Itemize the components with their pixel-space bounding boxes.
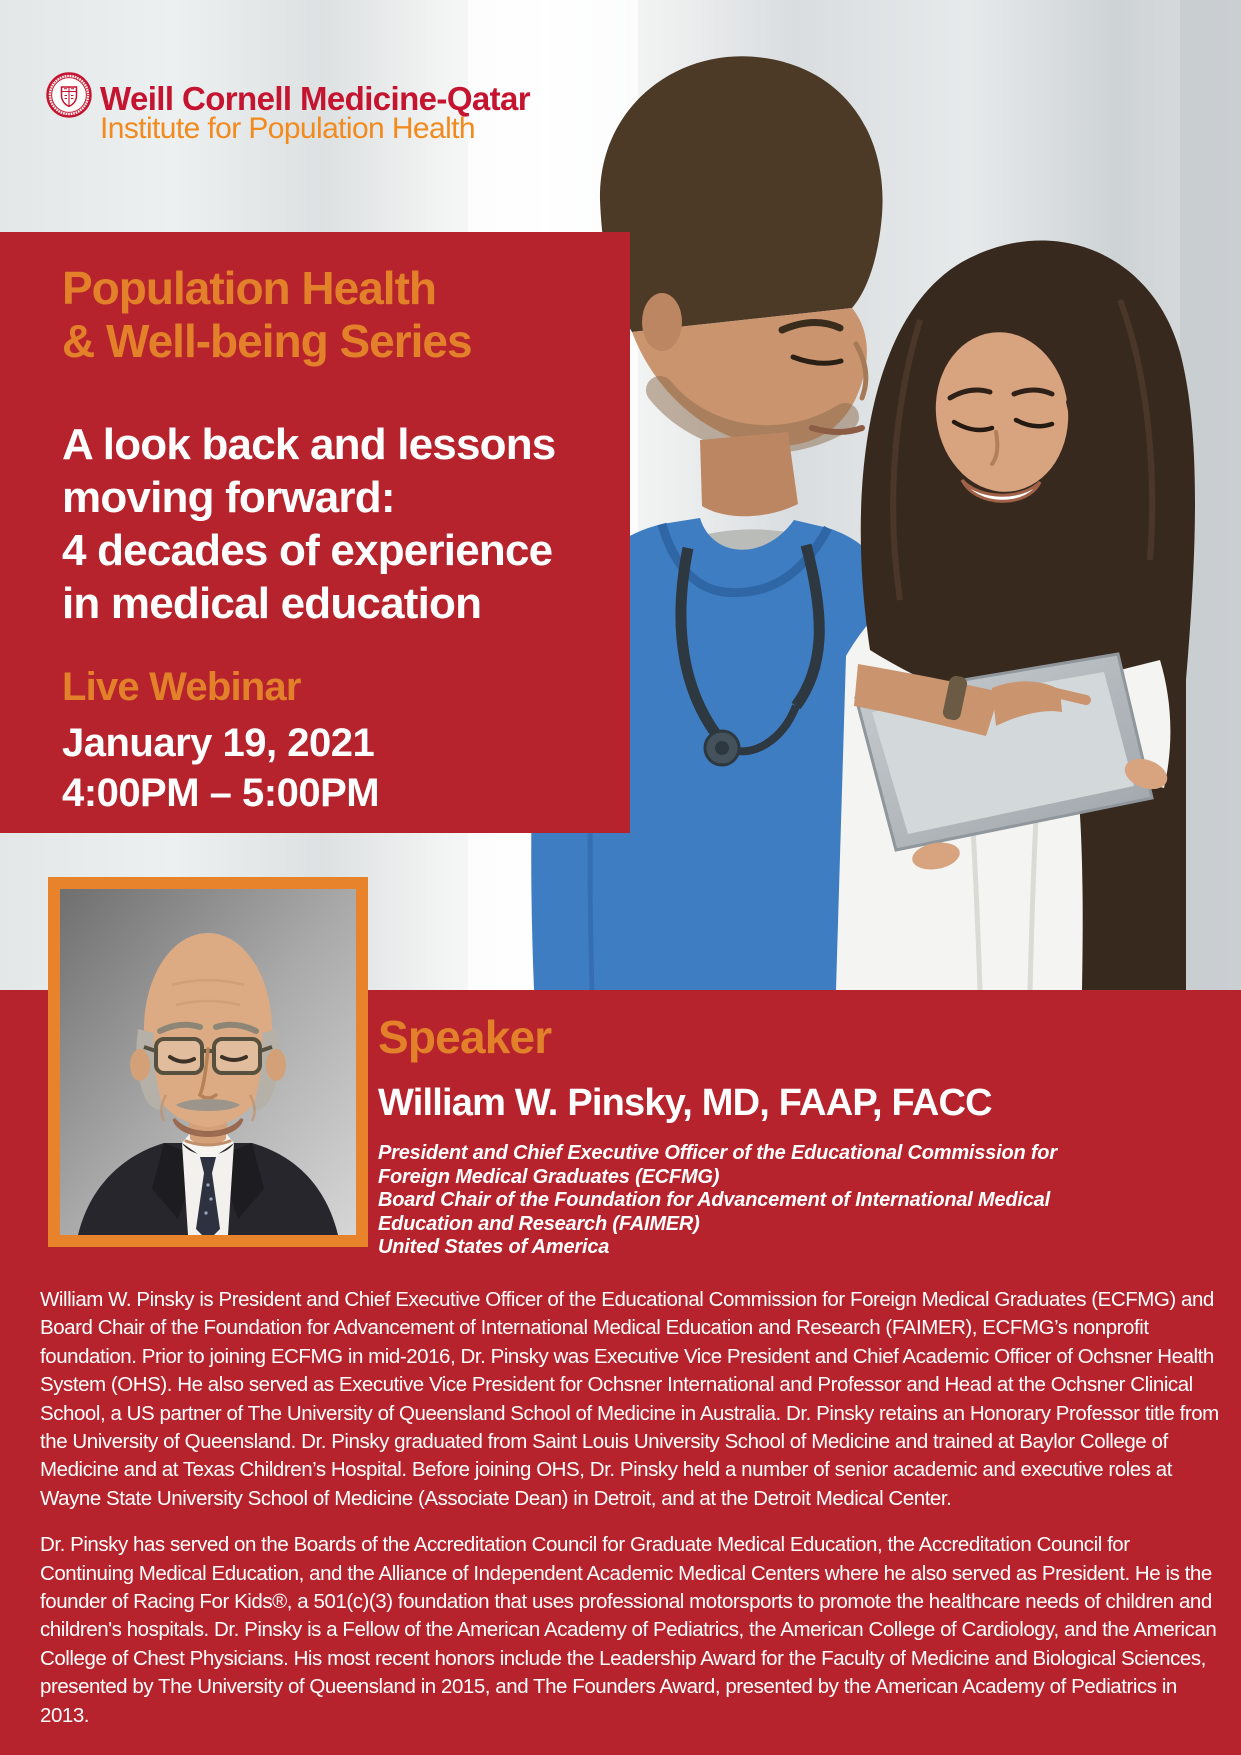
talk-title <box>62 418 555 630</box>
doctor-female-figure <box>836 240 1195 990</box>
speaker-portrait-photo <box>60 889 356 1235</box>
talk-title-line: moving forward: <box>62 473 395 522</box>
event-panel <box>0 232 630 833</box>
speaker-name: William W. Pinsky, MD, FAAP, FACC <box>378 1082 992 1124</box>
speaker-credential-line: Board Chair of the Foundation for Advancement of International Medical <box>378 1189 1050 1211</box>
logo <box>46 66 666 166</box>
event-date: January 19, 2021 <box>62 721 375 765</box>
speaker-credentials <box>378 1142 1057 1260</box>
speaker-credential-line: United States of America <box>378 1236 610 1258</box>
series-title-line: Population Health <box>62 262 436 314</box>
series-title <box>62 262 472 368</box>
speaker-credential-line: Education and Research (FAIMER) <box>378 1212 700 1235</box>
event-time: 4:00PM – 5:00PM <box>62 771 380 815</box>
series-title-line: & Well-being Series <box>62 315 472 367</box>
speaker-photo-frame <box>48 877 368 1247</box>
logo-title: Weill Cornell Medicine-Qatar <box>100 80 531 117</box>
bio-paragraph: Dr. Pinsky has served on the Boards of the Accreditation Council for Graduate Medical Education, the Accreditation Council for Continuing Medical Education, and the Alliance of Independent Academic Medical Centers where he also served as President. He is the founder of Racing For Kids®, a 501(c)(3) foundation that uses professional motorsports to promote the healthcare needs of children and children's hospitals. Dr. Pinsky is a Fellow of the American Academy of Pediatrics, the American College of Cardiology, and the American College of Chest Physicians. His most recent honors include the Leadership Award for the Faculty of Medicine and Biological Sciences, presented by The University of Queensland in 2015, and The Founders Award, presented by the American Academy of Pediatrics in 2013. <box>40 1533 1217 1727</box>
bio-paragraph: William W. Pinsky is President and Chief Executive Officer of the Educational Commission for Foreign Medical Graduates (ECFMG) and Board Chair of the Foundation for Advancement of International Medical Education and Research (FAIMER), ECFMG’s nonprofit foundation. Prior to joining ECFMG in mid-2016, Dr. Pinsky was Executive Vice President and Chief Academic Officer of Ochsner Health System (OHS). He also served as Executive Vice President for Ochsner International and Professor and Head at the Ochsner Clinical School, a US partner of The University of Queensland School of Medicine in Australia. Dr. Pinsky retains an Honorary Professor title from the University of Queensland. Dr. Pinsky graduated from Saint Louis University School of Medicine and trained at Baylor College of Medicine and at Texas Children’s Hospital. Before joining OHS, Dr. Pinsky held a number of senior academic and executive roles at Wayne State University School of Medicine (Associate Dean) in Detroit, and at the Detroit Medical Center. <box>40 1288 1219 1510</box>
talk-title-line: in medical education <box>62 579 482 628</box>
speaker-credential-line: President and Chief Executive Officer of the Educational Commission for <box>378 1142 1057 1164</box>
speaker-bio <box>40 1286 1220 1748</box>
speaker-credential-line: Foreign Medical Graduates (ECFMG) <box>378 1165 720 1188</box>
talk-title-line: 4 decades of experience <box>62 526 553 575</box>
event-datetime <box>62 718 379 818</box>
wcm-crest-icon <box>46 72 92 118</box>
format-label: Live Webinar <box>62 665 301 709</box>
talk-title-line: A look back and lessons <box>62 420 556 469</box>
speaker-section-label: Speaker <box>378 1011 552 1063</box>
logo-subtitle: Institute for Population Health <box>100 112 475 145</box>
